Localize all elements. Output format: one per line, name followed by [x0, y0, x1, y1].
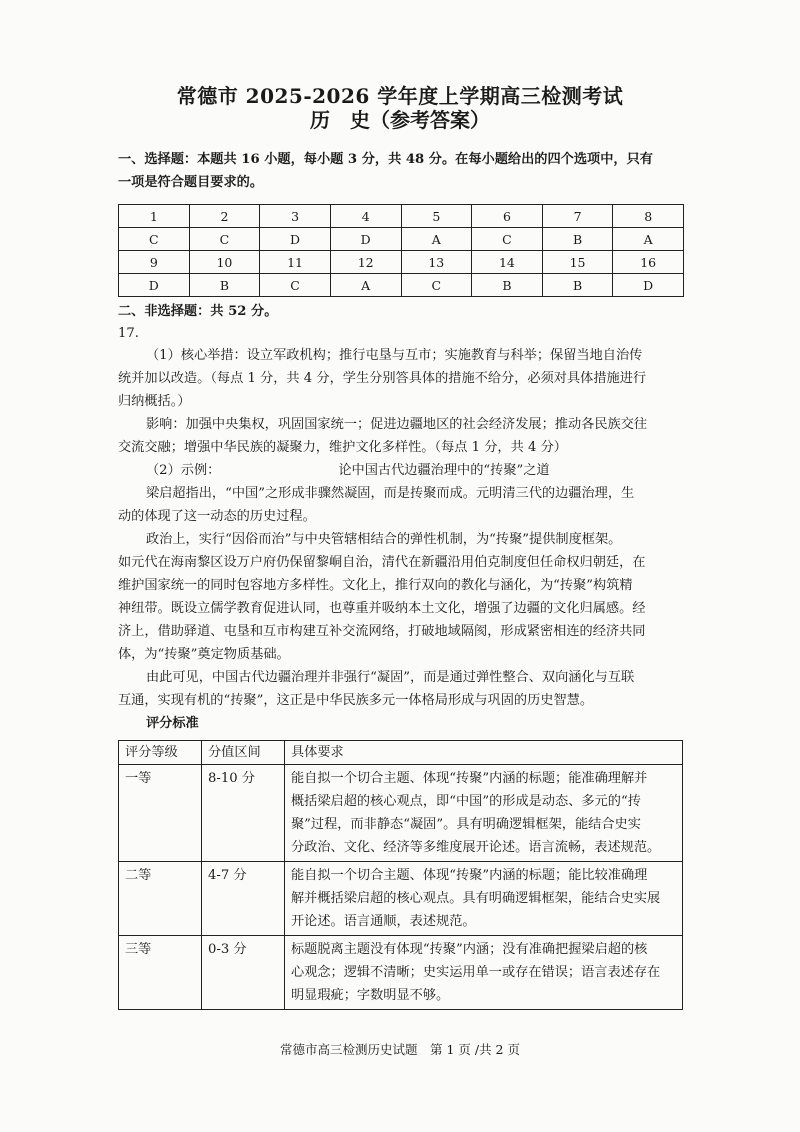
answer-cell: 8: [613, 205, 684, 228]
header-cell: 分值区间: [202, 741, 285, 765]
answer-cell: 1: [119, 205, 190, 228]
text-line: 归纳概括。）: [118, 394, 191, 409]
text-line: 梁启超指出，“中国”之形成非骤然凝固，而是抟聚而成。元明清三代的边疆治理，生: [146, 486, 635, 501]
range-cell: 8-10 分: [202, 765, 285, 862]
essay-title: 论中国古代边疆治理中的“抟聚”之道: [338, 463, 550, 478]
exam-title: 常德市 2025-2026 学年度上学期高三检测考试: [176, 84, 624, 108]
text-line: 概括梁启超的核心观点，即“中国”的形成是动态、多元的“抟: [291, 794, 641, 809]
text-line: 由此可见，中国古代边疆治理并非强行“凝固”，而是通过弹性整合、双向涵化与互联: [146, 670, 635, 685]
requirement-cell: [285, 936, 683, 1010]
level-cell: 二等: [119, 862, 202, 936]
answer-cell: B: [542, 228, 613, 251]
answer-cell: 2: [189, 205, 260, 228]
range-cell: 0-3 分: [202, 936, 285, 1010]
question-number: 17.: [118, 326, 139, 341]
text-line: 解并概括梁启超的核心观点。具有明确逻辑框架，能结合史实展: [291, 891, 661, 906]
answer-cell: D: [613, 274, 684, 297]
answer-cell: C: [401, 274, 472, 297]
answer-row-numbers: [119, 205, 684, 228]
scoring-row: [119, 862, 683, 936]
section1-heading-line: 一项是符合题目要求的。: [118, 175, 264, 190]
text-line: 能自拟一个切合主题、体现“抟聚”内涵的标题；能准确理解并: [291, 771, 648, 786]
text-line: 交流交融；增强中华民族的凝聚力，维护文化多样性。（每点 1 分，共 4 分）: [118, 440, 567, 455]
answer-table: [118, 204, 684, 297]
text-line: （1）核心举措：设立军政机构；推行屯垦与互市；实施教育与科举；保留当地自治传: [146, 348, 643, 363]
answer-row-numbers: [119, 251, 684, 274]
text-line: 标题脱离主题没有体现“抟聚”内涵；没有准确把握梁启超的核: [291, 942, 648, 957]
answer-row-letters: [119, 274, 684, 297]
answer-cell: 3: [260, 205, 331, 228]
answer-cell: B: [542, 274, 613, 297]
answer-cell: A: [330, 274, 401, 297]
answer-part1: [118, 344, 683, 735]
section1-heading-line: 一、选择题：本题共 16 小题，每小题 3 分，共 48 分。在每小题给出的四个选项中，只有: [118, 152, 653, 167]
page-footer: 常德市高三检测历史试题 第 1 页 /共 2 页: [280, 1042, 520, 1057]
text-line: 如元代在海南黎区设万户府仍保留黎峒自治，清代在新疆沿用伯克制度但任命权归朝廷，在: [118, 555, 646, 570]
answer-row-letters: [119, 228, 684, 251]
text-line: 聚”过程，而非静态“凝固”。具有明确逻辑框架，能结合史实: [291, 817, 641, 832]
answer-cell: 4: [330, 205, 401, 228]
text-line: 开论述。语言通顺，表述规范。: [291, 914, 476, 929]
text-line: 能自拟一个切合主题、体现“抟聚”内涵的标题；能比较准确理: [291, 868, 648, 883]
section1-heading: [118, 148, 683, 194]
answer-cell: A: [401, 228, 472, 251]
answer-cell: C: [189, 228, 260, 251]
answer-cell: 6: [472, 205, 543, 228]
level-cell: 一等: [119, 765, 202, 862]
answer-cell: 5: [401, 205, 472, 228]
answer-cell: 13: [401, 251, 472, 274]
text-line: 维护国家统一的同时包容地方多样性。文化上，推行双向的教化与涵化，为“抟聚”构筑精: [118, 578, 633, 593]
answer-cell: 15: [542, 251, 613, 274]
section2-heading: 二、非选择题：共 52 分。: [118, 304, 278, 319]
exam-subtitle: 历 史（参考答案）: [310, 108, 490, 132]
answer-cell: A: [613, 228, 684, 251]
scoring-heading: 评分标准: [146, 716, 199, 731]
scoring-table: [118, 740, 683, 1010]
text-line: 明显瑕疵；字数明显不够。: [291, 988, 450, 1003]
text-line: 动的体现了这一动态的历史过程。: [118, 509, 316, 524]
part2-label: （2）示例：: [146, 463, 221, 478]
answer-cell: D: [119, 274, 190, 297]
answer-cell: C: [119, 228, 190, 251]
scoring-header-row: [119, 741, 683, 765]
text-line: 影响：加强中央集权，巩固国家统一；促进边疆地区的社会经济发展；推动各民族交往: [146, 417, 648, 432]
text-line: 心观念；逻辑不清晰；史实运用单一或存在错误；语言表述存在: [291, 965, 661, 980]
requirement-cell: [285, 862, 683, 936]
text-line: 政治上，实行“因俗而治”与中央管辖相结合的弹性机制，为“抟聚”提供制度框架。: [146, 532, 622, 547]
answer-cell: 10: [189, 251, 260, 274]
answer-cell: D: [260, 228, 331, 251]
scoring-row: [119, 765, 683, 862]
text-line: 神纽带。既设立儒学教育促进认同，也尊重并吸纳本土文化，增强了边疆的文化归属感。经: [118, 601, 646, 616]
answer-cell: D: [330, 228, 401, 251]
text-line: 分政治、文化、经济等多维度展开论述。语言流畅，表述规范。: [291, 840, 661, 855]
answer-cell: B: [472, 274, 543, 297]
answer-cell: 16: [613, 251, 684, 274]
part2-label-line: [118, 459, 683, 482]
level-cell: 三等: [119, 936, 202, 1010]
range-cell: 4-7 分: [202, 862, 285, 936]
text-line: 体，为“抟聚”奠定物质基础。: [118, 647, 290, 662]
scoring-row: [119, 936, 683, 1010]
answer-cell: C: [260, 274, 331, 297]
answer-cell: 7: [542, 205, 613, 228]
answer-cell: 9: [119, 251, 190, 274]
header-cell: 具体要求: [285, 741, 683, 765]
answer-cell: 12: [330, 251, 401, 274]
text-line: 济上，借助驿道、屯垦和互市构建互补交流网络，打破地域隔阂，形成紧密相连的经济共同: [118, 624, 646, 639]
answer-cell: 14: [472, 251, 543, 274]
answer-cell: 11: [260, 251, 331, 274]
answer-cell: B: [189, 274, 260, 297]
header-cell: 评分等级: [119, 741, 202, 765]
text-line: 统并加以改造。（每点 1 分，共 4 分，学生分别答具体的措施不给分，必须对具体措施进行: [118, 371, 647, 386]
requirement-cell: [285, 765, 683, 862]
text-line: 互通，实现有机的“抟聚”，这正是中华民族多元一体格局形成与巩固的历史智慧。: [118, 693, 594, 708]
answer-cell: C: [472, 228, 543, 251]
